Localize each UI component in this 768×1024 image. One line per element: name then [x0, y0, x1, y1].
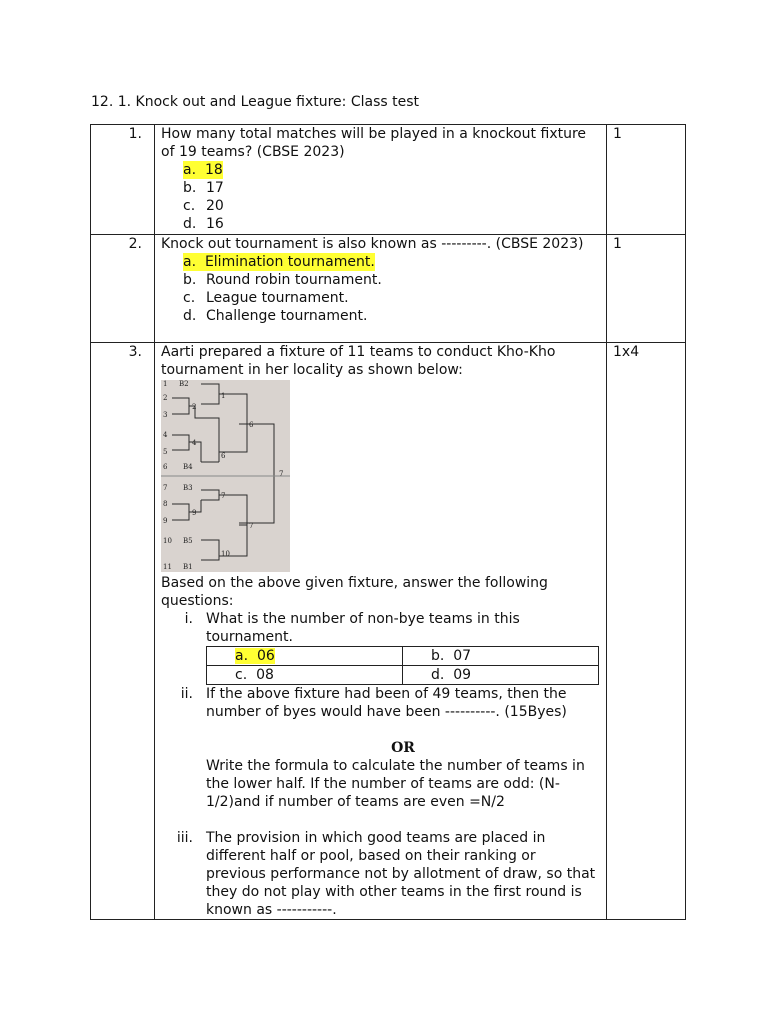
bracket-label: B5 [183, 537, 193, 545]
question-cell [155, 343, 607, 920]
option-text: 20 [206, 198, 224, 214]
bracket-label: 1 [221, 392, 226, 400]
sub-question-number: ii. [180, 686, 193, 702]
bracket-label: 2 [163, 394, 168, 402]
bracket-label: B2 [179, 380, 189, 388]
question-text: How many total matches will be played in a knockout fixture of 19 teams? (CBSE 2023) [161, 126, 587, 160]
options-list [161, 253, 600, 325]
bracket-label: 8 [163, 500, 168, 508]
option [403, 666, 599, 685]
question-table [90, 124, 686, 920]
options-table [206, 646, 599, 685]
option-letter: c. [183, 198, 196, 214]
option-letter: d. [183, 308, 197, 324]
option [161, 253, 600, 271]
option-text: 18 [204, 162, 223, 178]
question-cell [155, 235, 607, 343]
option-letter: d. [183, 216, 197, 232]
bracket-label: B4 [183, 463, 193, 471]
bracket-label: 5 [163, 448, 168, 456]
bracket-label: 7 [221, 492, 226, 500]
sub-question [161, 610, 600, 646]
option-text: League tournament. [206, 290, 349, 306]
option-letter: b. [431, 648, 445, 664]
option [207, 666, 403, 685]
option-text: 08 [256, 667, 274, 683]
question-number: 3. [91, 343, 155, 920]
option [207, 647, 403, 666]
bracket-label: B3 [183, 484, 193, 492]
bracket-label: 4 [163, 431, 168, 439]
option-text: 06 [256, 648, 275, 664]
question-text: Knock out tournament is also known as ---------. (CBSE 2023) [161, 236, 584, 252]
option-text: 07 [453, 648, 472, 664]
option [161, 197, 600, 215]
option-text: 09 [453, 667, 472, 683]
option [161, 161, 600, 179]
bracket-label: B1 [183, 563, 193, 571]
option [403, 647, 599, 666]
bracket-label: 6 [163, 463, 168, 471]
option-letter: b. [183, 272, 197, 288]
option-text: 17 [206, 180, 224, 196]
bracket-label: 2 [192, 403, 197, 411]
instruction-text: Based on the above given fixture, answer the following questions: [161, 575, 548, 609]
option [161, 215, 600, 233]
option-letter: d. [431, 667, 445, 683]
option-text: Round robin tournament. [206, 272, 382, 288]
marks-cell: 1 [607, 125, 686, 235]
option-text: Elimination tournament. [204, 254, 375, 270]
bracket-label: 10 [221, 550, 230, 558]
option-letter: c. [235, 667, 248, 683]
sub-question [161, 829, 600, 919]
options-list [161, 161, 600, 233]
option [161, 179, 600, 197]
marks-cell: 1 [607, 235, 686, 343]
bracket-label: 3 [163, 411, 168, 419]
question-row [91, 235, 686, 343]
question-text: Aarti prepared a fixture of 11 teams to conduct Kho-Kho tournament in her locality as shown below: [161, 344, 556, 378]
question-row [91, 343, 686, 920]
bracket-label: 1 [163, 380, 168, 388]
option-letter: a. [183, 254, 197, 270]
bracket-label: 7 [279, 470, 284, 478]
sub-question-text: If the above fixture had been of 49 teams, then the number of byes would have been ----------. (15Byes) [206, 686, 567, 720]
option-letter: c. [183, 290, 196, 306]
bracket-label: 7 [249, 522, 254, 530]
sub-question-text: What is the number of non-bye teams in this tournament. [206, 611, 520, 645]
question-cell [155, 125, 607, 235]
bracket-label: 11 [163, 563, 172, 571]
bracket-label: 10 [163, 537, 172, 545]
question-number: 1. [91, 125, 155, 235]
question-number: 2. [91, 235, 155, 343]
marks-cell: 1x4 [607, 343, 686, 920]
sub-question-number: iii. [176, 830, 193, 846]
bracket-label: 7 [163, 484, 168, 492]
bracket-label: 6 [221, 452, 226, 460]
sub-question-alt [161, 757, 600, 811]
question-row [91, 125, 686, 235]
fixture-bracket-image [161, 380, 290, 572]
sub-question-number: i. [184, 611, 193, 627]
sub-question [161, 685, 600, 721]
bracket-label: 9 [192, 509, 197, 517]
option-letter: a. [235, 648, 249, 664]
option-letter: b. [183, 180, 197, 196]
sub-question-text: The provision in which good teams are placed in different half or pool, based on their ranking or previous performance not by allotment of draw, so that they do not play with other teams in the first round is known as -----------. [206, 830, 596, 918]
option-text: 16 [206, 216, 224, 232]
or-separator: OR [391, 740, 415, 756]
alt-question-text: Write the formula to calculate the number of teams in the lower half. If the number of teams are odd: (N-1/2)and if number of teams are even =N/2 [206, 758, 585, 810]
option [161, 289, 600, 307]
page-title: 12. 1. Knock out and League fixture: Class test [91, 94, 419, 110]
bracket-label: 6 [249, 421, 254, 429]
option [161, 307, 600, 325]
bracket-label: 9 [163, 517, 168, 525]
option-text: Challenge tournament. [206, 308, 368, 324]
option-letter: a. [183, 162, 197, 178]
option [161, 271, 600, 289]
bracket-label: 4 [192, 439, 197, 447]
